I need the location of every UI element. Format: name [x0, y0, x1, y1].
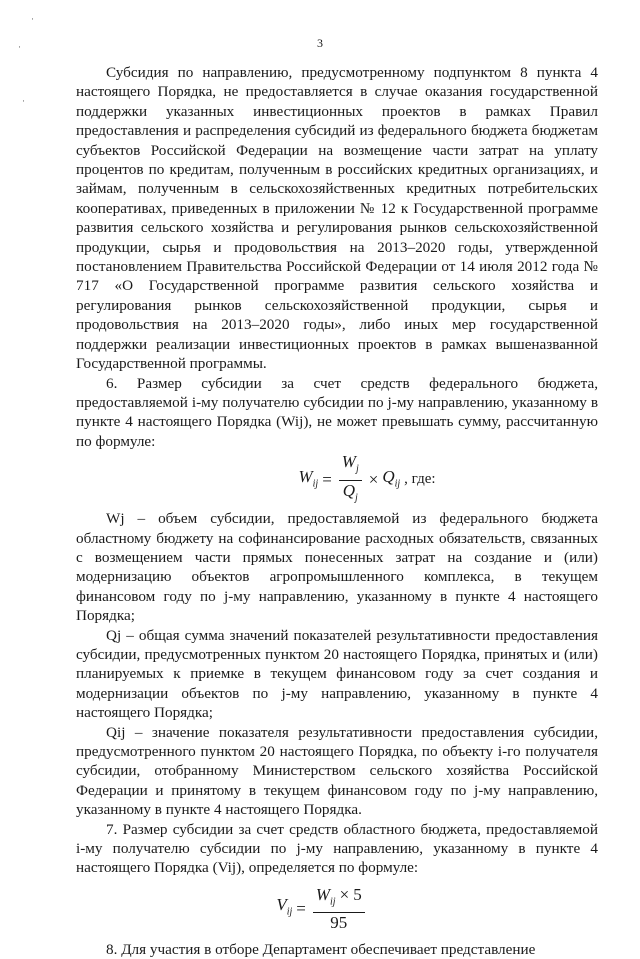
formula-equals: =: [322, 470, 332, 490]
formula-var: W: [341, 452, 356, 472]
formula-times: ×: [368, 470, 379, 490]
scan-dot: ·: [31, 14, 34, 24]
formula-var: Q: [342, 480, 355, 500]
scan-dot: ·: [22, 96, 25, 106]
formula-vij: [46, 884, 598, 934]
formula-var: W: [315, 884, 331, 904]
definition-qj: Qj – общая сумма значений показателей результативности предоставления субсидии, предусмотренных пунктом 20 настоящего Порядка, принятых и (или) планируемых к приемке в текущем финансовом году за счет создания и модернизации объектов по j-му направлению, указанному в пункте 4 настоящего Порядка;: [76, 626, 598, 722]
formula-var: W: [298, 466, 313, 486]
definition-qij: Qij – значение показателя результативности предоставления субсидии, предусмотренного пунктом 20 настоящего Порядка, по объекту i-го получателя субсидии, отобранному Министерством сельского хозяйства Российской Федерации и принятому в текущем финансовом году по j-му направлению, указанному в пункте 4 настоящего Порядка.: [76, 723, 598, 819]
formula-subscript: ij: [330, 896, 336, 908]
formula-wij: [76, 452, 598, 504]
formula-equals: =: [296, 899, 306, 919]
document-body: [76, 63, 598, 959]
formula-suffix: , где:: [404, 471, 436, 488]
formula-var: V: [276, 895, 287, 915]
formula-subscript: ij: [394, 478, 401, 490]
paragraph-8: 8. Для участия в отборе Департамент обеспечивает представление: [106, 940, 536, 958]
formula-subscript: j: [355, 463, 359, 475]
formula-denominator: 95: [330, 913, 348, 933]
page-number: 3: [317, 36, 323, 50]
formula-fraction: [339, 452, 362, 508]
definition-wj: Wj – объем субсидии, предоставляемой из федерального бюджета областному бюджету на софинансирование расходных обязательств, связанных с возмещением части прямых понесенных затрат на создание и (или) модернизацию объектов агропромышленного комплекса, в текущем финансовом году по j-му направлению, указанному в пункте 4 настоящего Порядка;: [76, 510, 598, 625]
scan-dot: ·: [18, 42, 21, 52]
formula-times: ×: [339, 884, 350, 904]
paragraph-6: 6. Размер субсидии за счет средств федерального бюджета, предоставляемой i-му получателю субсидии по j-му направлению, указанному в пункте 4 настоящего Порядка (Wij), не может превышать сумму, рассчитанную по формуле:: [76, 374, 598, 450]
formula-subscript: ij: [286, 906, 293, 918]
paragraph-subsidy-exclusion: Субсидия по направлению, предусмотренному подпунктом 8 пункта 4 настоящего Порядка, не предоставляется в случае оказания государственной поддержки указанных инвестиционных проектов в рамках Правил предоставления и распределения субсидий из федерального бюджета бюджетам субъектов Российской Федерации на возмещение части затрат на уплату процентов по кредитам, полученным в российских кредитных организациях, и займам, полученным в сельскохозяйственных кредитных потребительских кооперативах, приведенных в приложении № 12 к Государственной программе развития сельского хозяйства и регулирования рынков сельскохозяйственной продукции, сырья и продовольствия на 2013–2020 годы, утвержденной постановлением Правительства Российской Федерации от 14 июля 2012 года № 717 «О Государственной программе развития сельского хозяйства и регулирования рынков сельскохозяйственной продукции, сырья и продовольствия на 2013–2020 годы», либо иных мер государственной поддержки реализации инвестиционных проектов в рамках вышеназванной Государственной программы.: [76, 64, 598, 373]
formula-fraction: [313, 885, 365, 933]
formula-subscript: j: [355, 492, 358, 504]
paragraph-7: 7. Размер субсидии за счет средств областного бюджета, предоставляемой i-му получателю субсидии по j-му направлению, указанному в пункте 4 настоящего Порядка (Vij), определяется по формуле:: [76, 820, 598, 877]
formula-const: 5: [353, 884, 362, 904]
formula-var: Q: [382, 466, 395, 486]
formula-subscript: ij: [312, 478, 319, 490]
